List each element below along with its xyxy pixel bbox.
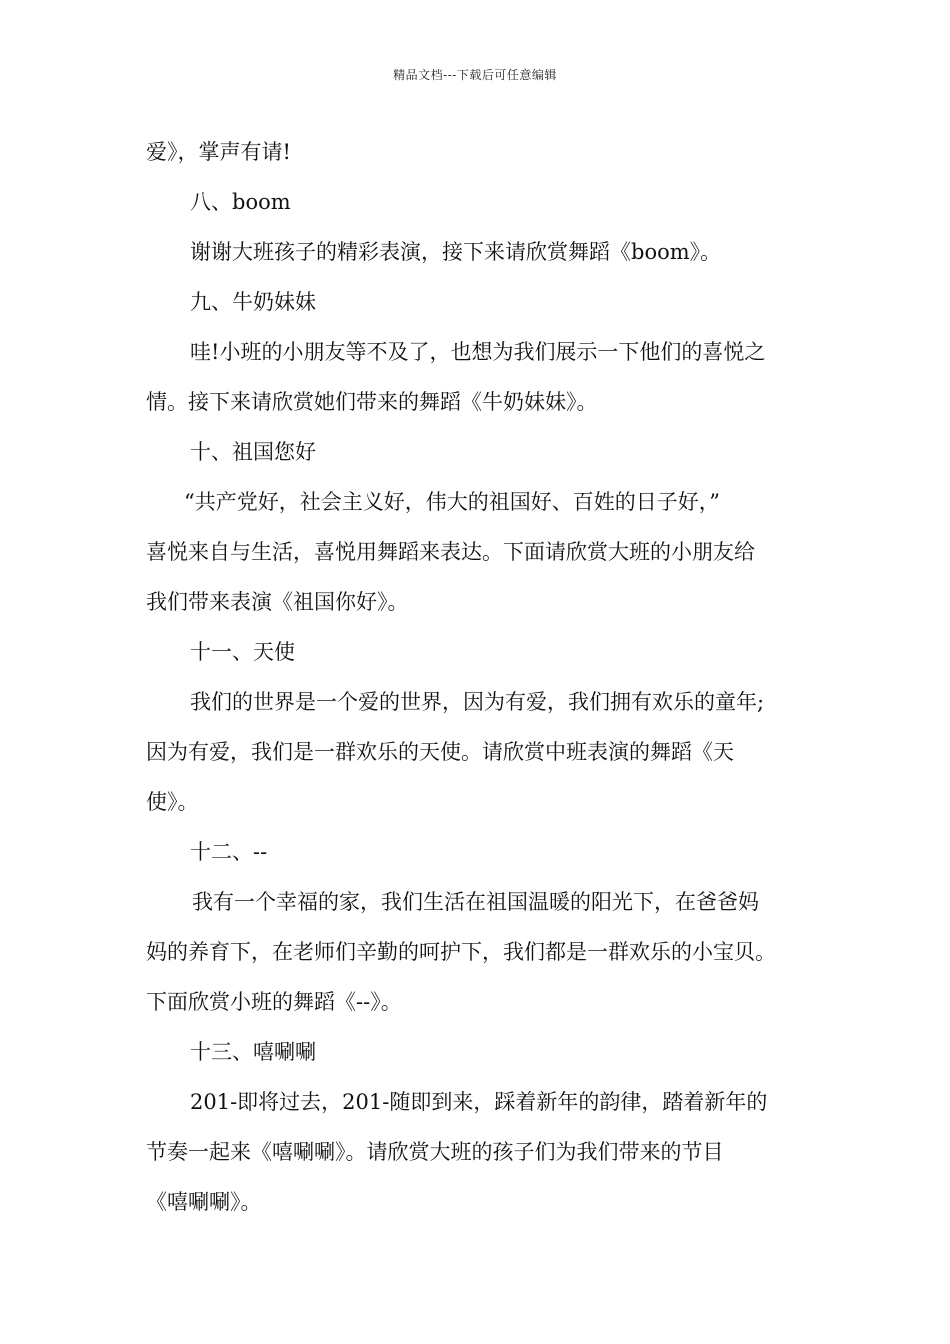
section-heading: 九、牛奶妹妹	[190, 290, 316, 314]
paragraph-line: 喜悦来自与生活，喜悦用舞蹈来表达。下面请欣赏大班的小朋友给	[146, 540, 755, 564]
paragraph-line: 下面欣赏小班的舞蹈《--》。	[146, 990, 402, 1014]
section-heading: 十三、嘻唰唰	[190, 1040, 316, 1064]
paragraph-line: 我们带来表演《祖国你好》。	[146, 590, 409, 614]
paragraph-line: 节奏一起来《嘻唰唰》。请欣赏大班的孩子们为我们带来的节目	[146, 1140, 724, 1164]
paragraph-line: 爱》，掌声有请!	[146, 140, 291, 164]
section-heading: 十二、--	[190, 840, 268, 864]
section-heading: 十一、天使	[190, 640, 295, 664]
paragraph-line: 妈的养育下，在老师们辛勤的呵护下，我们都是一群欢乐的小宝贝。	[146, 940, 776, 964]
paragraph-line: 《嘻唰唰》。	[146, 1190, 262, 1214]
section-heading: 十、祖国您好	[190, 440, 316, 464]
page-header: 精品文档---下载后可任意编辑	[393, 68, 557, 82]
paragraph-line: 201-即将过去，201-随即到来，踩着新年的韵律，踏着新年的	[190, 1090, 768, 1114]
paragraph-line: 情。接下来请欣赏她们带来的舞蹈《牛奶妹妹》。	[146, 390, 598, 414]
paragraph-line: 使》。	[146, 790, 199, 814]
paragraph-line: “共产党好，社会主义好，伟大的祖国好、百姓的日子好，”	[184, 490, 720, 514]
paragraph-line: 因为有爱，我们是一群欢乐的天使。请欣赏中班表演的舞蹈《天	[146, 740, 734, 764]
paragraph-line: 哇!小班的小朋友等不及了，也想为我们展示一下他们的喜悦之	[190, 340, 766, 364]
document-body	[146, 127, 818, 1227]
paragraph-line: 我们的世界是一个爱的世界，因为有爱，我们拥有欢乐的童年;	[190, 690, 765, 714]
section-heading: 八、boom	[190, 190, 291, 214]
paragraph-line: 谢谢大班孩子的精彩表演，接下来请欣赏舞蹈《boom》。	[190, 240, 722, 264]
paragraph-line: 我有一个幸福的家，我们生活在祖国温暖的阳光下，在爸爸妈	[192, 890, 759, 914]
